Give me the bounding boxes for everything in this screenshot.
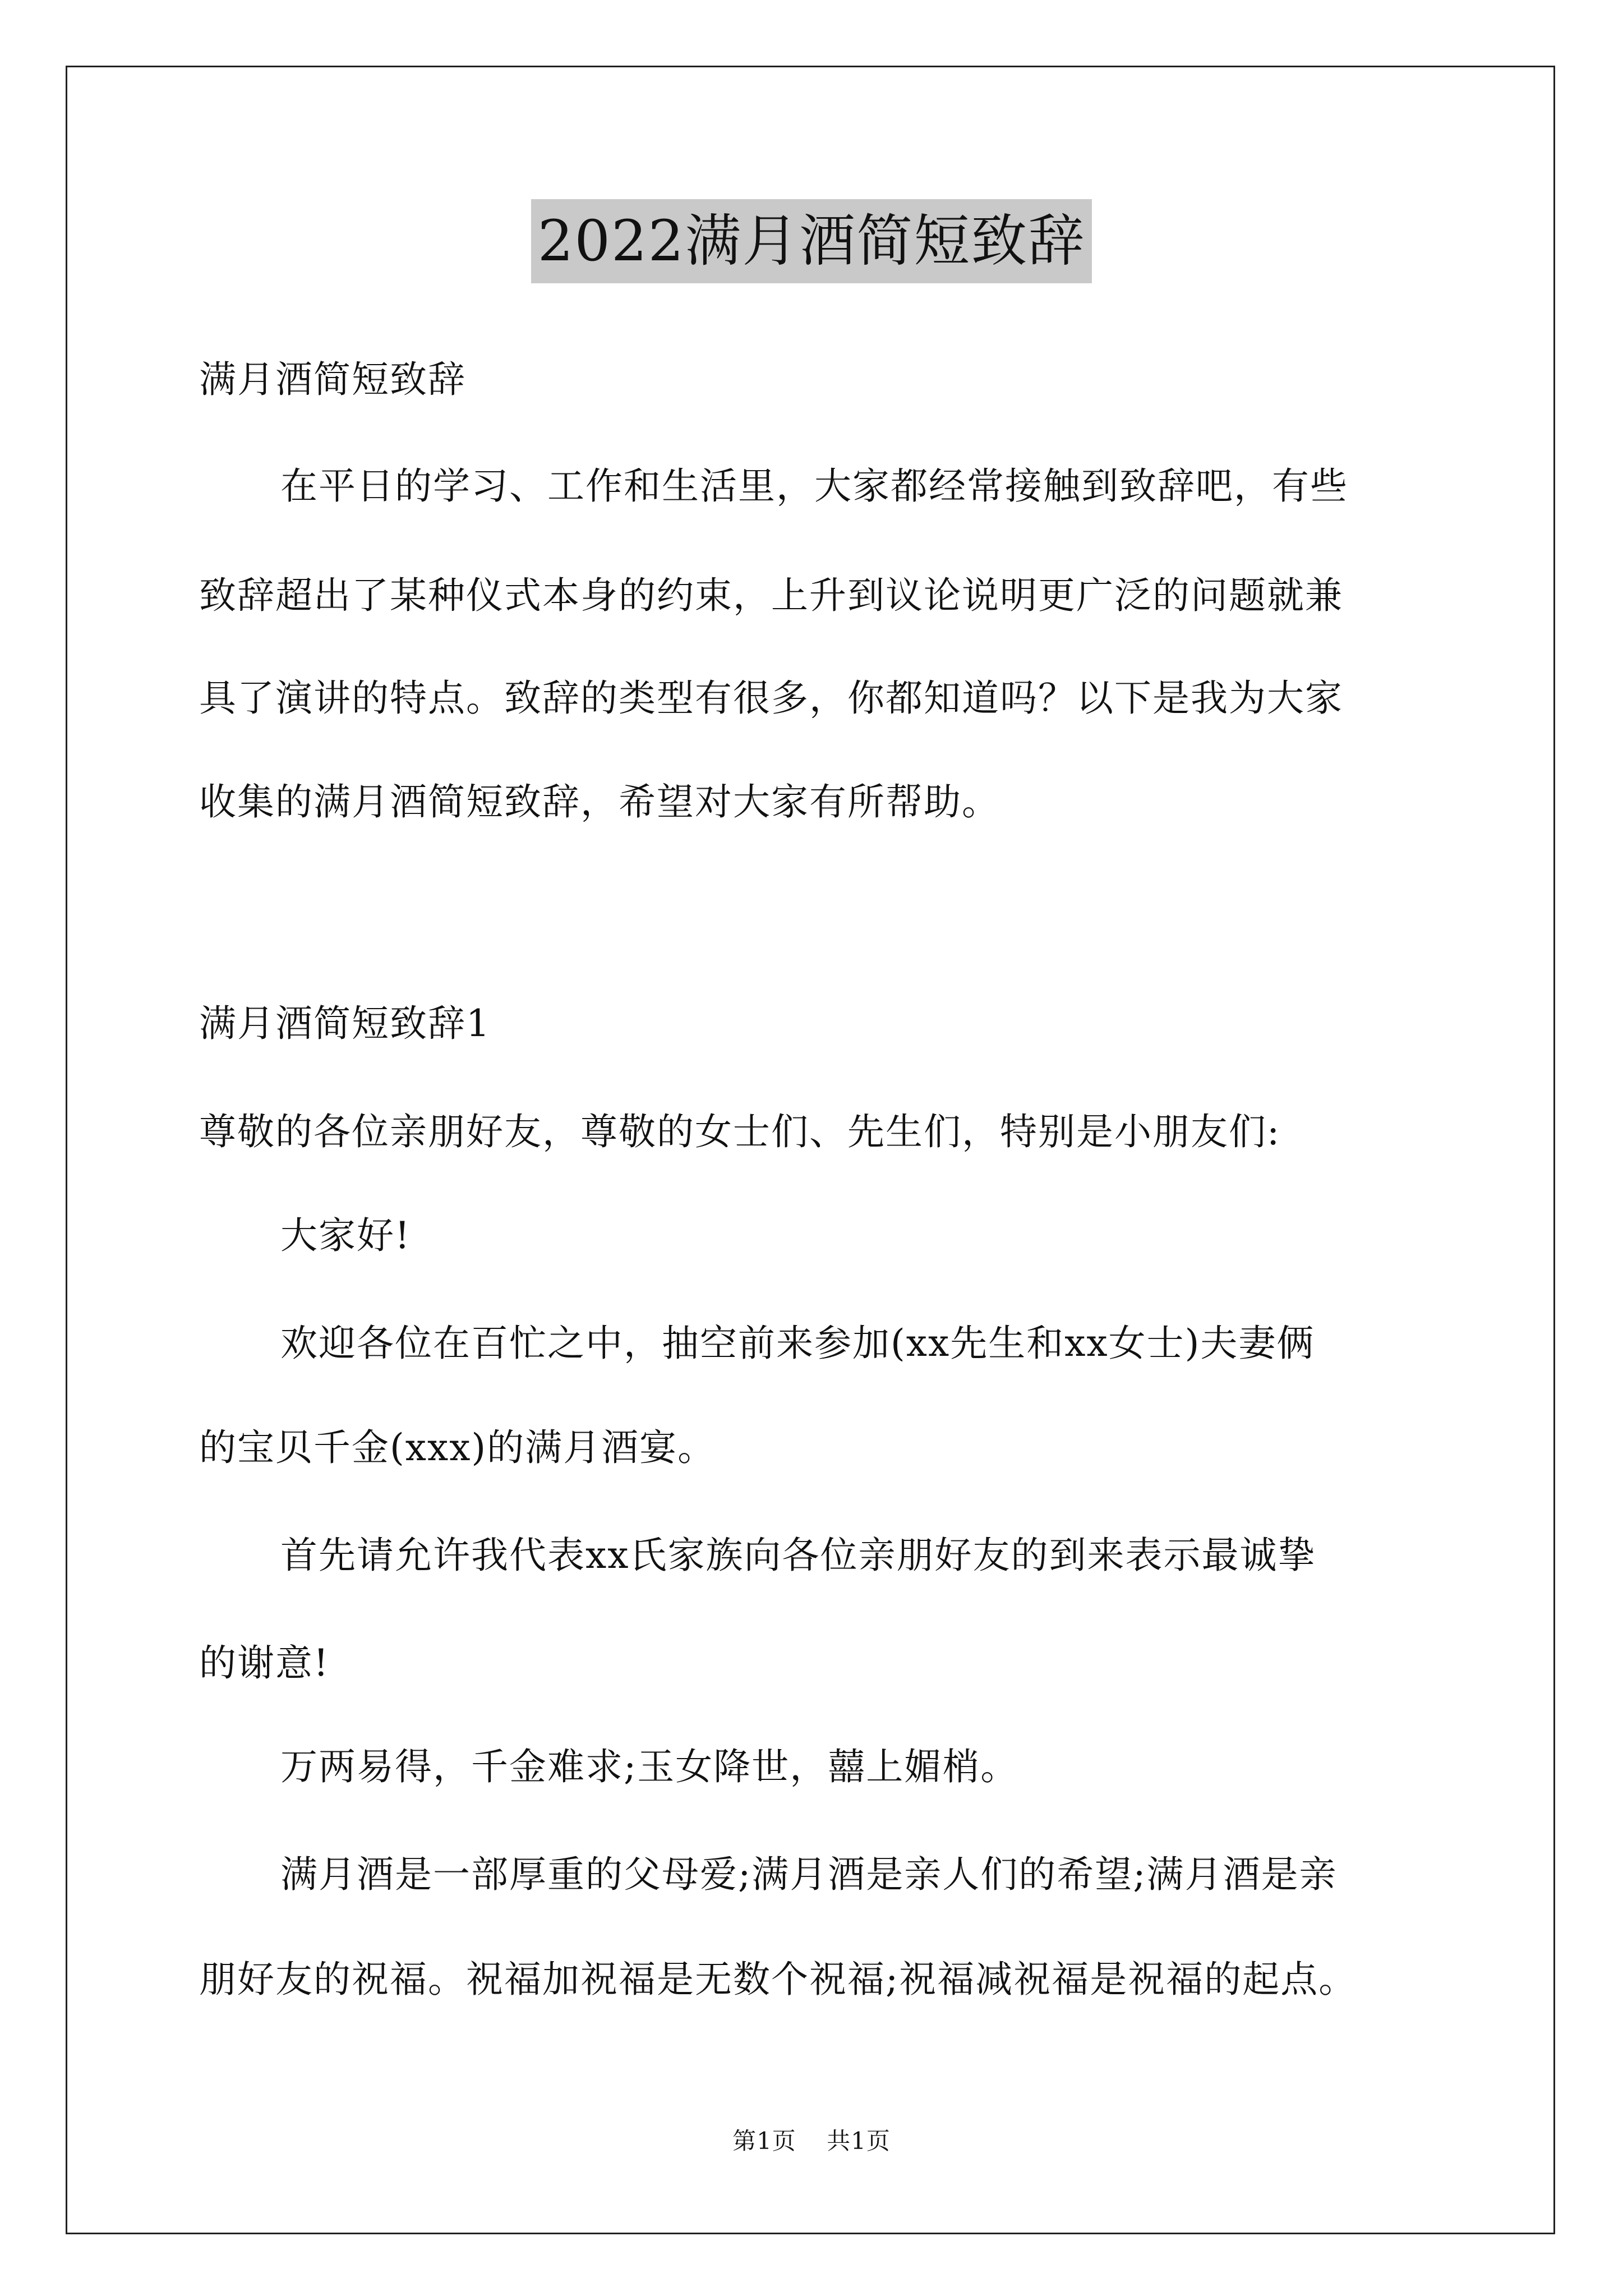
page-number-current: 第1页 [732, 2127, 796, 2155]
section-heading: 满月酒简短致辞1 [199, 1002, 491, 1045]
intro-line-4: 收集的满月酒简短致辞，希望对大家有所帮助。 [199, 780, 1000, 823]
welcome-line-1: 欢迎各位在百忙之中，抽空前来参加(xx先生和xx女士)夫妻俩 [280, 1322, 1315, 1365]
salutation-line: 尊敬的各位亲朋好友，尊敬的女士们、先生们，特别是小朋友们: [199, 1110, 1281, 1153]
intro-line-3: 具了演讲的特点。致辞的类型有很多，你都知道吗？以下是我为大家 [199, 677, 1343, 720]
welcome-line-2: 的宝贝千金(xxx)的满月酒宴。 [199, 1426, 716, 1469]
intro-line-1: 在平日的学习、工作和生活里，大家都经常接触到致辞吧，有些 [280, 464, 1348, 508]
closing-line-1: 满月酒是一部厚重的父母爱;满月酒是亲人们的希望;满月酒是亲 [280, 1853, 1338, 1896]
intro-line-2: 致辞超出了某种仪式本身的约束，上升到议论说明更广泛的问题就兼 [199, 574, 1343, 617]
blessing-line: 万两易得，千金难求;玉女降世，囍上媚梢。 [280, 1745, 1019, 1788]
greeting-line: 大家好! [280, 1214, 411, 1257]
page-footer [0, 2124, 1623, 2158]
document-title: 2022满月酒简短致辞 [531, 199, 1092, 283]
subtitle-line: 满月酒简短致辞 [199, 358, 466, 401]
page-number-total: 共1页 [827, 2127, 891, 2155]
thanks-line-2: 的谢意! [199, 1641, 330, 1685]
thanks-line-1: 首先请允许我代表xx氏家族向各位亲朋好友的到来表示最诚挚 [280, 1534, 1316, 1577]
title-block [0, 199, 1623, 283]
closing-line-2: 朋好友的祝福。祝福加祝福是无数个祝福;祝福减祝福是祝福的起点。 [199, 1958, 1357, 2001]
